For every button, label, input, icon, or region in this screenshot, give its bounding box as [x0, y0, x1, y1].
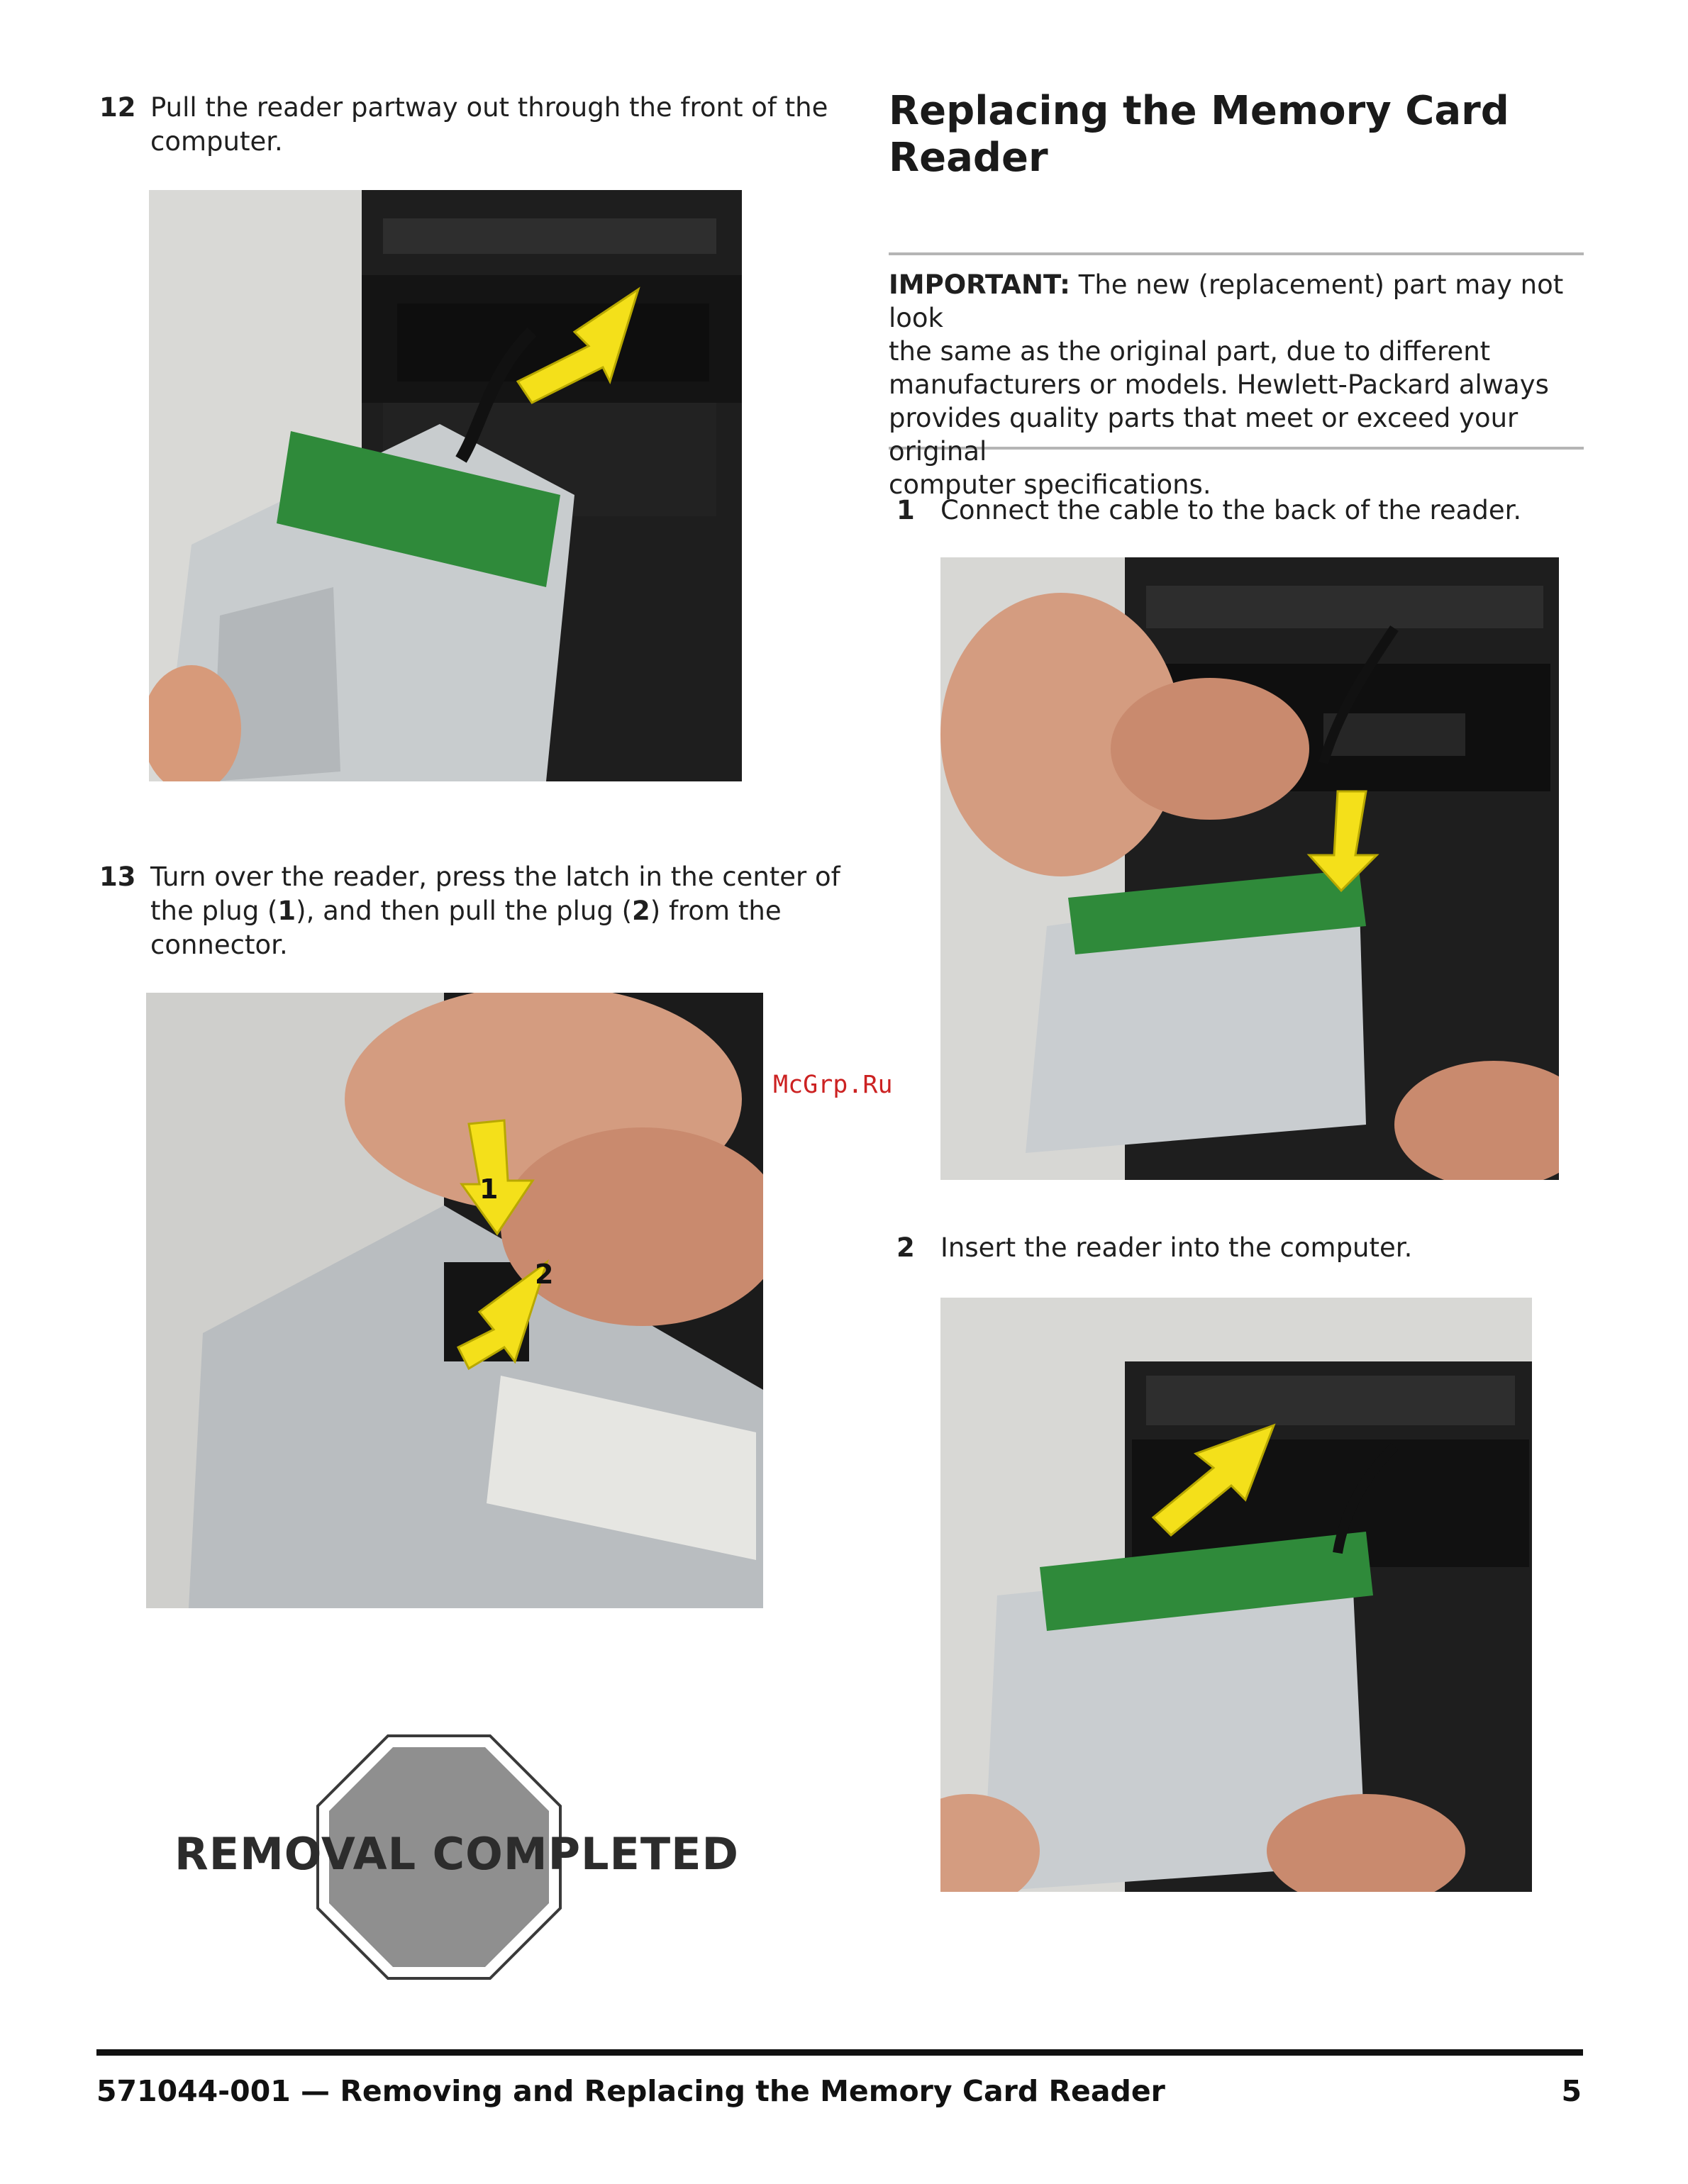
step-number: 12	[99, 92, 136, 123]
step-text-cont: the plug (1), and then pull the plug (2) from the	[150, 896, 782, 926]
important-text: the same as the original part, due to different	[889, 336, 1491, 367]
callout-2: 2	[535, 1259, 554, 1290]
heading-line: Reader	[889, 135, 1048, 181]
footer-title: 571044-001 — Removing and Replacing the Memory Card Reader	[96, 2074, 1165, 2108]
important-label: IMPORTANT:	[889, 269, 1070, 300]
photo-press-latch	[146, 993, 763, 1608]
section-heading	[889, 88, 1509, 182]
stop-sign-label: REMOVAL COMPLETED	[174, 1828, 739, 1880]
step-text: Insert the reader into the computer.	[940, 1232, 1413, 1263]
step-number: 1	[896, 495, 915, 525]
photo-connect-cable	[940, 557, 1559, 1180]
step-text: Connect the cable to the back of the reader.	[940, 495, 1522, 525]
step-number: 13	[99, 862, 136, 892]
step-text-cont: computer.	[150, 126, 283, 157]
step-text-cont: connector.	[150, 930, 288, 960]
important-note	[889, 252, 1584, 500]
watermark: McGrp.Ru	[773, 1071, 893, 1099]
important-text: provides quality parts that meet or exceed your original	[889, 403, 1518, 467]
important-text: computer specifications.	[889, 469, 1211, 500]
callout-1: 1	[479, 1174, 499, 1205]
important-text: manufacturers or models. Hewlett-Packard always	[889, 369, 1549, 400]
step-number: 2	[896, 1232, 915, 1263]
photo-insert-reader	[940, 1298, 1532, 1892]
step-text: Turn over the reader, press the latch in the center of	[150, 862, 840, 892]
important-text: The new (replacement) part may not look	[889, 269, 1564, 333]
photo-reader-pulled-out	[149, 190, 742, 781]
heading-line: Replacing the Memory Card	[889, 88, 1509, 134]
footer-rule	[96, 2049, 1583, 2056]
step-text: Pull the reader partway out through the front of the	[150, 92, 828, 123]
page-number: 5	[1561, 2074, 1582, 2108]
